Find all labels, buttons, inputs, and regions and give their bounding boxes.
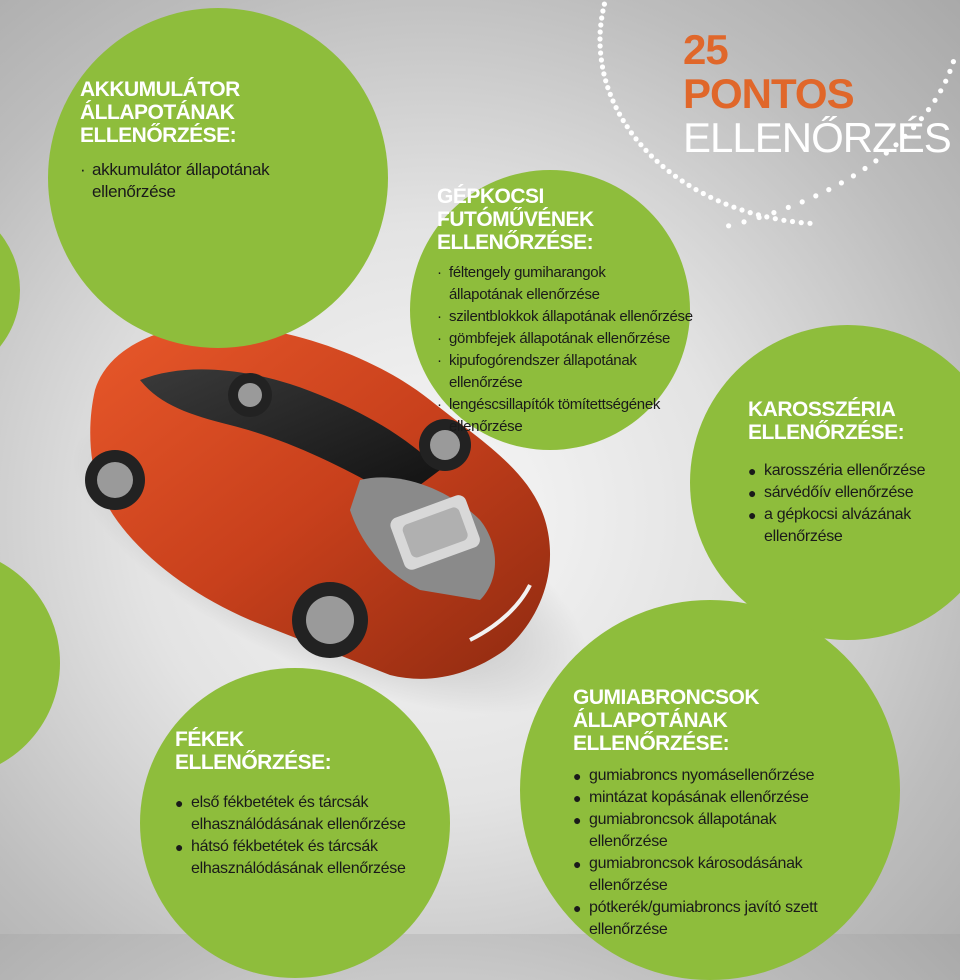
tyres-items: [573, 765, 873, 941]
list-item: ● a gépkocsi alvázának ellenőrzése: [748, 506, 911, 545]
battery-items: [80, 159, 370, 203]
list-item: ● gumiabroncsok károsodásának ellenőrzése: [573, 855, 803, 894]
list-item: ● mintázat kopásának ellenőrzése: [573, 789, 809, 806]
list-item: ● karosszéria ellenőrzése: [748, 462, 926, 479]
title-number: 25: [683, 26, 728, 73]
list-item: · szilentblokkok állapotának ellenőrzése: [437, 308, 693, 325]
brakes-items: [175, 792, 435, 880]
list-item: ● gumiabroncsok állapotának ellenőrzése: [573, 811, 777, 850]
title-word-ellenorzes: ELLENŐRZÉS: [683, 114, 951, 161]
tyres-section: [573, 686, 873, 941]
tyres-heading: GUMIABRONCSOK ÁLLAPOTÁNAK ELLENŐRZÉSE:: [573, 686, 759, 755]
body-items: [748, 460, 953, 548]
list-item: ● első fékbetétek és tárcsák elhasználódásának ellenőrzése: [175, 794, 406, 833]
list-item: ● pótkerék/gumiabroncs javító szett ellenőrzése: [573, 899, 818, 938]
body-section: [748, 398, 953, 548]
suspension-section: [437, 185, 702, 438]
brakes-section: [175, 728, 435, 880]
battery-section: [80, 78, 370, 203]
suspension-items: [437, 262, 702, 438]
list-item: · féltengely gumiharangok állapotának ellenőrzése: [437, 264, 606, 303]
main-title: [683, 28, 951, 160]
list-item: ● sárvédőív ellenőrzése: [748, 484, 914, 501]
list-item: · akkumulátor állapotának ellenőrzése: [80, 160, 270, 201]
list-item: ● gumiabroncs nyomásellenőrzése: [573, 767, 815, 784]
body-heading: KAROSSZÉRIA ELLENŐRZÉSE:: [748, 398, 905, 444]
suspension-heading: GÉPKOCSI FUTÓMŰVÉNEK ELLENŐRZÉSE:: [437, 185, 594, 254]
list-item: · lengéscsillapítók tömítettségének ellenőrzése: [437, 396, 661, 435]
brakes-heading: FÉKEK ELLENŐRZÉSE:: [175, 728, 332, 774]
list-item: · gömbfejek állapotának ellenőrzése: [437, 330, 671, 347]
list-item: · kipufogórendszer állapotának ellenőrzése: [437, 352, 637, 391]
list-item: ● hátsó fékbetétek és tárcsák elhasználódásának ellenőrzése: [175, 838, 406, 877]
battery-heading: AKKUMULÁTOR ÁLLAPOTÁNAK ELLENŐRZÉSE:: [80, 78, 240, 147]
title-word-pontos: PONTOS: [683, 70, 854, 117]
